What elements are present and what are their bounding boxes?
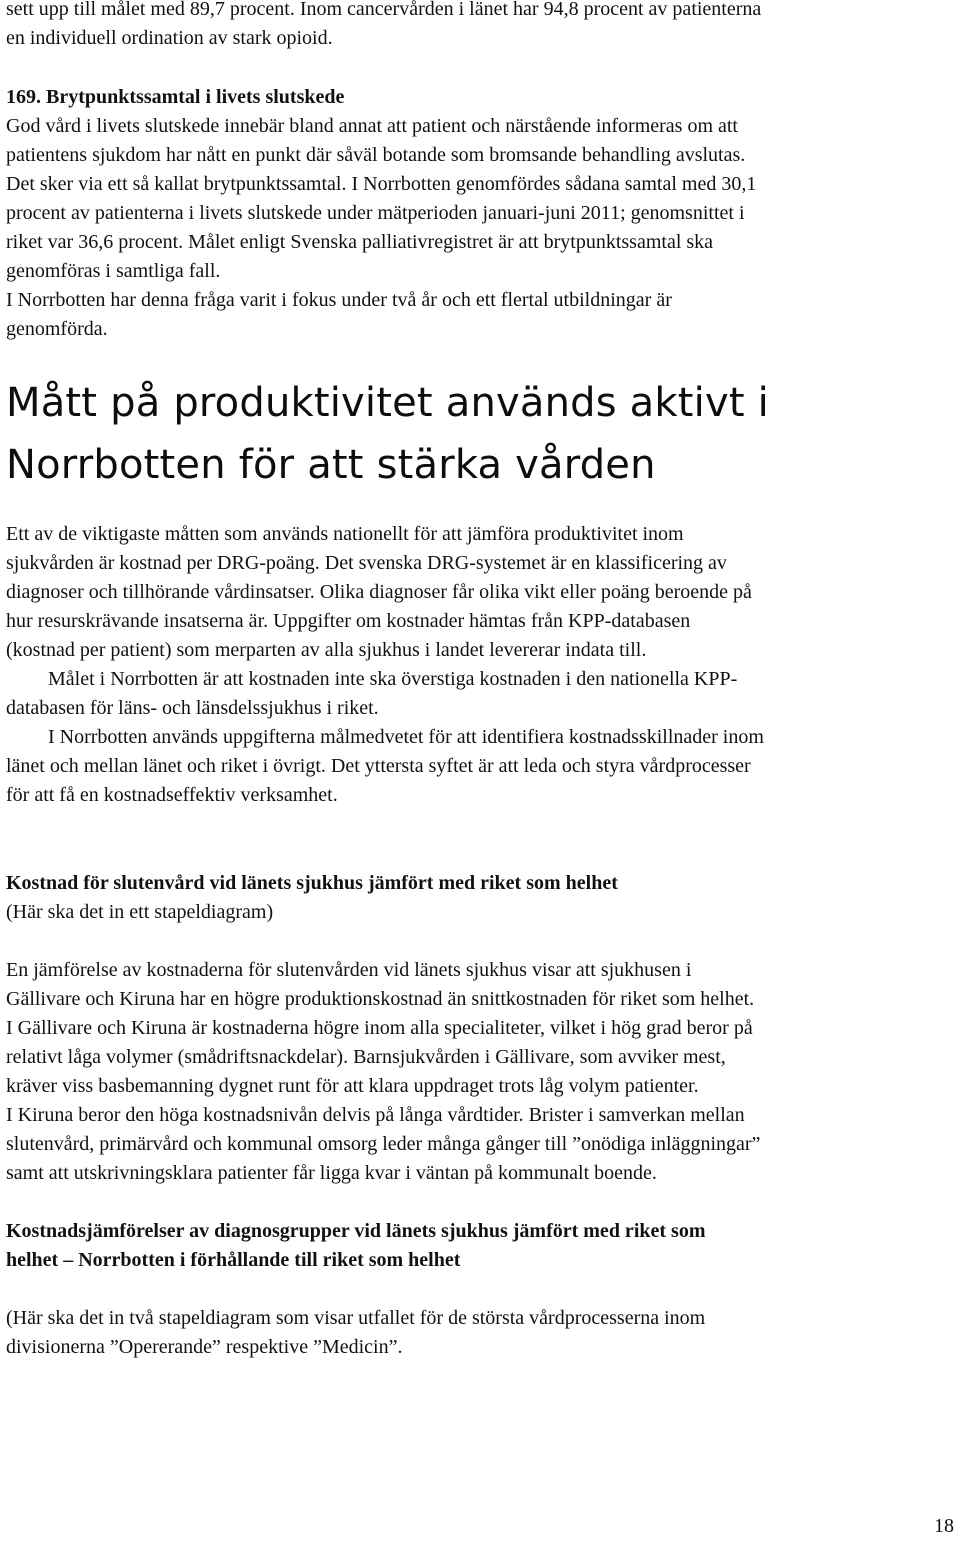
text-line: diagnoser och tillhörande vårdinsatser. Olika diagnoser får olika vikt eller poäng beroende på bbox=[6, 581, 752, 603]
main-heading-line: Mått på produktivitet används aktivt i bbox=[6, 380, 769, 426]
section-heading: helhet – Norrbotten i förhållande till riket som helhet bbox=[6, 1249, 461, 1271]
section-169 bbox=[6, 83, 756, 344]
main-heading bbox=[6, 372, 769, 496]
text-line: En jämförelse av kostnaderna för slutenvården vid länets sjukhus visar att sjukhusen i bbox=[6, 959, 692, 981]
text-line: I Gällivare och Kiruna är kostnaderna högre inom alla specialiteter, vilket i hög grad beror på bbox=[6, 1017, 753, 1039]
text-line: kräver viss basbemanning dygnet runt för att klara uppdraget trots låg volym patienter. bbox=[6, 1075, 699, 1097]
text-line: hur resurskrävande insatserna är. Uppgifter om kostnader hämtas från KPP-databasen bbox=[6, 610, 691, 632]
text-line: en individuell ordination av stark opioid. bbox=[6, 27, 333, 49]
main-heading-line: Norrbotten för att stärka vården bbox=[6, 442, 656, 488]
text-line: sett upp till målet med 89,7 procent. Inom cancervården i länet har 94,8 procent av patienterna bbox=[6, 0, 762, 20]
text-line: för att få en kostnadseffektiv verksamhet. bbox=[6, 784, 338, 806]
top-paragraph bbox=[6, 0, 761, 53]
text-line: (kostnad per patient) som merparten av alla sjukhus i landet levererar indata till. bbox=[6, 639, 647, 661]
intro-section bbox=[6, 520, 764, 810]
text-line: patientens sjukdom har nått en punkt där såväl botande som bromsande behandling avslutas. bbox=[6, 144, 746, 166]
text-line: relativt låga volymer (smådriftsnackdelar). Barnsjukvården i Gällivare, som avviker mest, bbox=[6, 1046, 726, 1068]
text-line: länet och mellan länet och riket i övrigt. Det yttersta syftet är att leda och styra vårdprocesser bbox=[6, 755, 751, 777]
section-heading: 169. Brytpunktssamtal i livets slutskede bbox=[6, 86, 345, 108]
text-line: I Norrbotten används uppgifterna målmedvetet för att identifiera kostnadsskillnader inom bbox=[48, 726, 764, 748]
text-line: genomförda. bbox=[6, 318, 108, 340]
text-line: slutenvård, primärvård och kommunal omsorg leder många gånger till ”onödiga inläggningar” bbox=[6, 1133, 761, 1155]
text-line: I Norrbotten har denna fråga varit i fokus under två år och ett flertal utbildningar är bbox=[6, 289, 672, 311]
section-heading: Kostnadsjämförelser av diagnosgrupper vid länets sjukhus jämfört med riket som bbox=[6, 1220, 706, 1242]
text-line: I Kiruna beror den höga kostnadsnivån delvis på långa vårdtider. Brister i samverkan mellan bbox=[6, 1104, 745, 1126]
text-line: God vård i livets slutskede innebär bland annat att patient och närstående informeras om att bbox=[6, 115, 738, 137]
text-line: Målet i Norrbotten är att kostnaden inte ska överstiga kostnaden i den nationella KPP- bbox=[48, 668, 738, 690]
text-line: riket var 36,6 procent. Målet enligt Svenska palliativregistret är att brytpunktssamtal ska bbox=[6, 231, 714, 253]
page-number: 18 bbox=[934, 1515, 954, 1537]
text-line: databasen för läns- och länsdelssjukhus i riket. bbox=[6, 697, 379, 719]
diagnosis-section bbox=[6, 1217, 705, 1362]
text-line: Ett av de viktigaste måtten som används nationellt för att jämföra produktivitet inom bbox=[6, 523, 684, 545]
text-line: genomföras i samtliga fall. bbox=[6, 260, 221, 282]
text-line: (Här ska det in två stapeldiagram som visar utfallet för de största vårdprocesserna inom bbox=[6, 1307, 706, 1329]
section-heading: Kostnad för slutenvård vid länets sjukhus jämfört med riket som helhet bbox=[6, 872, 618, 894]
text-line: Det sker via ett så kallat brytpunktssamtal. I Norrbotten genomfördes sådana samtal med 30,1 bbox=[6, 173, 757, 195]
text-line: sjukvården är kostnad per DRG-poäng. Det svenska DRG-systemet är en klassificering av bbox=[6, 552, 727, 574]
cost-section bbox=[6, 869, 760, 1188]
chart-placeholder-note: (Här ska det in ett stapeldiagram) bbox=[6, 901, 274, 923]
text-line: divisionerna ”Opererande” respektive ”Medicin”. bbox=[6, 1336, 403, 1358]
text-line: procent av patienterna i livets slutskede under mätperioden januari-juni 2011; genomsnittet i bbox=[6, 202, 745, 224]
text-line: samt att utskrivningsklara patienter får ligga kvar i väntan på kommunalt boende. bbox=[6, 1162, 657, 1184]
text-line: Gällivare och Kiruna har en högre produktionskostnad än snittkostnaden för riket som helhet. bbox=[6, 988, 755, 1010]
